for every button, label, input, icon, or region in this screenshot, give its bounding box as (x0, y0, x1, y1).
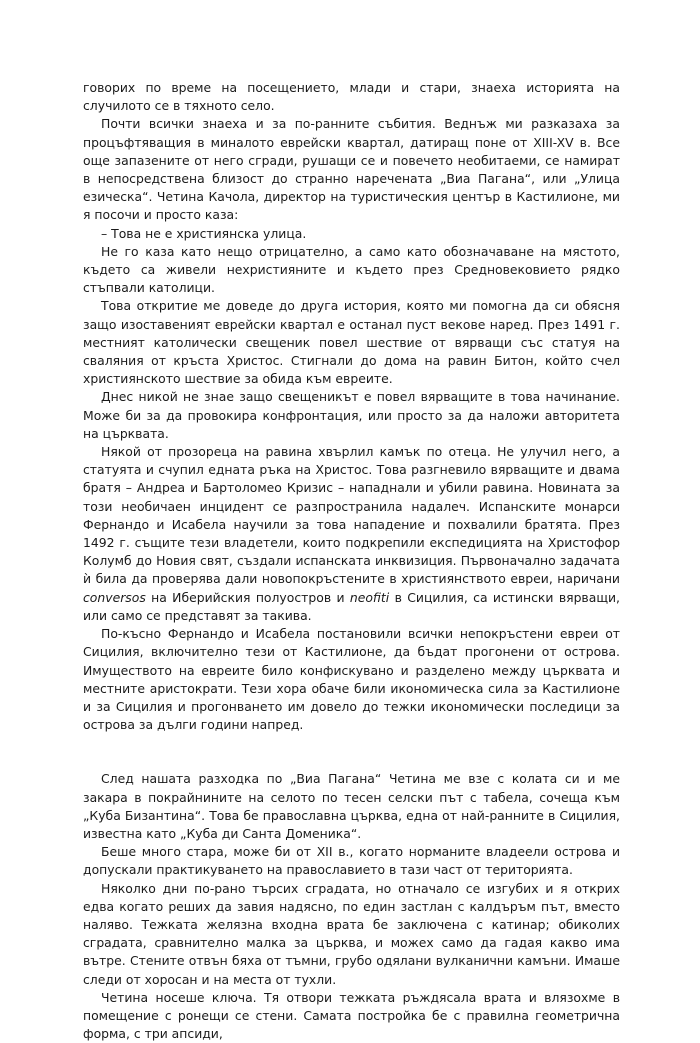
paragraph: Това откритие ме доведе до друга история, която ми помогна да си обясня защо изоставеният еврейски квартал е останал пуст векове наред. През 1491 г. местният католически свещеник повел шествие от вярващи със статуя на сваляния от кръста Христос. Стигнали до дома на равин Битон, който счел християнското шествие за обида към евреите. (83, 298, 620, 387)
paragraph: – Това не е християнска улица. (101, 225, 307, 241)
paragraph: говорих по време на посещението, млади и стари, знаеха историята на случилото се в тяхното село. (83, 80, 620, 114)
paragraph: След нашата разходка по „Виа Пагана“ Четина ме взе с колата си и ме закара в покрайнините на селото по тесен селски път с табела, сочеща към „Куба Бизантина“. Това бе православна църква, една от най-ранните в Сицилия, известна като „Куба ди Санта Доменика“. (83, 771, 620, 841)
paragraph: Почти всички знаеха и за по-ранните събития. Веднъж ми разказаха за процъфтяващия в миналото еврейски квартал, датиращ поне от XIII-XV в. Все още запазените от него сгради, рушащи се и повечето необитаеми, се намират в непосредствена близост до странно наречената „Виа Пагана“, или „Улица езическа“. Четина Качола, директор на туристическия център в Кастилионе, ми я посочи и просто каза: (83, 116, 620, 223)
paragraph: По-късно Фернандо и Исабела постановили всички непокръстени евреи от Сицилия, включително тези от Кастилионе, да бъдат прогонени от острова. Имуществото на евреите било конфискувано и разделено между църквата и местните аристократи. Тези хора обаче били икономическа сила за Кастилионе и за Сицилия и прогонването им довело до тежки икономически последици за острова за дълги години напред. (83, 626, 620, 733)
italic-term-conversos: conversos (83, 589, 146, 605)
paragraph-text: на Иберийския полуостров и (145, 589, 350, 605)
paragraph: Не го каза като нещо отрицателно, а само като обозначаване на мястото, където са живели нехристияните и където през Средновековието рядко стъпвали католици. (83, 243, 620, 296)
document-page (83, 79, 620, 1043)
italic-term-neofiti: neofiti (349, 589, 390, 605)
paragraph: Няколко дни по-рано търсих сградата, но отначало се изгубих и я открих едва когато реших да завия надясно, по един застлан с калдъръм път, вместо наляво. Тежката желязна входна врата бе заключена с катинар; обиколих сградата, сравнително малка за църква, и можех само да гадая какво има вътре. Стените отвън бяха от тъмни, грубо одялани вулканични камъни. Имаше следи от хоросан и на места от тухли. (83, 880, 620, 987)
paragraph: Беше много стара, може би от XII в., когато норманите владеели острова и допускали практикуването на православието в тази част от територията. (83, 844, 620, 878)
paragraph-text: в Сицилия, са истински вярващи, или само се представят за такива. (83, 589, 620, 623)
paragraph: Четина носеше ключа. Тя отвори тежката ръждясала врата и влязохме в помещение с ронещи се стени. Самата постройка бе с правилна геометрична форма, с три апсиди, (83, 989, 620, 1042)
section-gap (83, 734, 620, 770)
paragraph: Днес никой не знае защо свещеникът е повел вярващите в това начинание. Може би за да провокира конфронтация, или просто за да наложи авторитета на църквата. (83, 389, 620, 441)
paragraph-text: Някой от прозореца на равина хвърлил камък по отеца. Не улучил него, а статуята и счупил едната ръка на Христос. Това разгневило вярващите и двама братя – Андреа и Бартоломео Кризис – нападнали и убили равина. Новината за този необичаен инцидент се разпространила надалеч. Испанските монарси Фернандо и Исабела научили за това нападение и похвалили братята. През 1492 г. същите тези владетели, които подкрепили експедицията на Христофор Колумб до Новия свят, създали испанската инквизиция. Първоначално задачата ѝ била да проверява дали новопокръстените в християнството евреи, наричани (83, 444, 620, 587)
paragraph-inquisition (83, 443, 620, 625)
